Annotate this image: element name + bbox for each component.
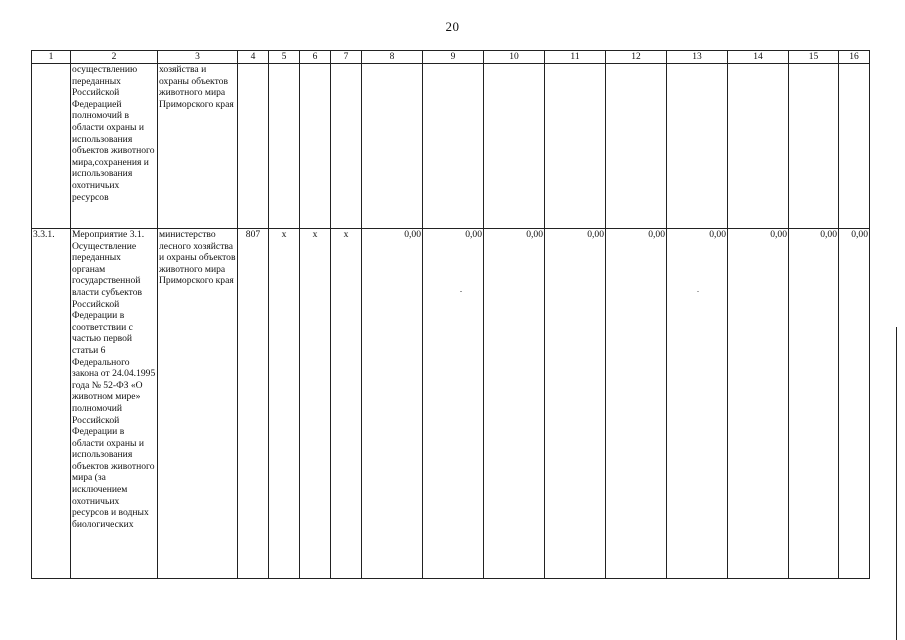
column-number: 6	[300, 51, 331, 64]
column-number: 14	[728, 51, 789, 64]
data-table	[31, 50, 870, 579]
value-cell	[606, 64, 667, 229]
column-number: 13	[667, 51, 728, 64]
code-cell: х	[269, 229, 300, 579]
code-cell: х	[300, 229, 331, 579]
responsible-executor: хозяйства и охраны объектов животного мира Приморского края	[158, 64, 238, 229]
value-cell: 0,00	[667, 229, 728, 579]
code-cell	[300, 64, 331, 229]
value-cell	[362, 64, 423, 229]
value-cell	[545, 64, 606, 229]
value-cell	[667, 64, 728, 229]
row-code	[32, 64, 71, 229]
scan-speck	[460, 291, 462, 292]
column-number: 10	[484, 51, 545, 64]
column-number: 8	[362, 51, 423, 64]
value-cell: 0,00	[839, 229, 870, 579]
value-cell	[423, 64, 484, 229]
budget-code	[238, 64, 269, 229]
table-row	[32, 64, 870, 229]
value-cell: 0,00	[484, 229, 545, 579]
budget-code: 807	[238, 229, 269, 579]
row-code: 3.3.1.	[32, 229, 71, 579]
value-cell: 0,00	[728, 229, 789, 579]
column-number: 2	[71, 51, 158, 64]
value-cell	[728, 64, 789, 229]
value-cell	[484, 64, 545, 229]
column-number: 3	[158, 51, 238, 64]
column-number: 16	[839, 51, 870, 64]
column-number: 1	[32, 51, 71, 64]
value-cell: 0,00	[423, 229, 484, 579]
column-number-row	[32, 51, 870, 64]
column-number: 12	[606, 51, 667, 64]
column-number: 7	[331, 51, 362, 64]
column-number: 4	[238, 51, 269, 64]
value-cell: 0,00	[362, 229, 423, 579]
value-cell: 0,00	[606, 229, 667, 579]
column-number: 15	[789, 51, 839, 64]
scan-edge-line	[896, 327, 897, 640]
code-cell	[331, 64, 362, 229]
column-number: 9	[423, 51, 484, 64]
measure-name: Мероприятие 3.1. Осуществление переданных органам государственной власти субъектов Российской Федерации в соответствии с частью первой статьи 6 Федерального закона от 24.04.1995 года № 52-ФЗ «О животном мире» полномочий Российской Федерации в области охраны и использования объектов животного мира (за исключением охотничьих ресурсов и водных биологических	[71, 229, 158, 579]
column-number: 11	[545, 51, 606, 64]
code-cell: х	[331, 229, 362, 579]
measure-name: осуществлению переданных Российской Федерацией полномочий в области охраны и использования объектов животного мира,сохранения и использования охотничьих ресурсов	[71, 64, 158, 229]
responsible-executor: министерство лесного хозяйства и охраны объектов животного мира Приморского края	[158, 229, 238, 579]
table-row	[32, 229, 870, 579]
value-cell: 0,00	[545, 229, 606, 579]
page-number: 20	[445, 19, 460, 34]
code-cell	[269, 64, 300, 229]
value-cell	[839, 64, 870, 229]
value-cell: 0,00	[789, 229, 839, 579]
value-cell	[789, 64, 839, 229]
scan-speck	[697, 291, 699, 292]
column-number: 5	[269, 51, 300, 64]
